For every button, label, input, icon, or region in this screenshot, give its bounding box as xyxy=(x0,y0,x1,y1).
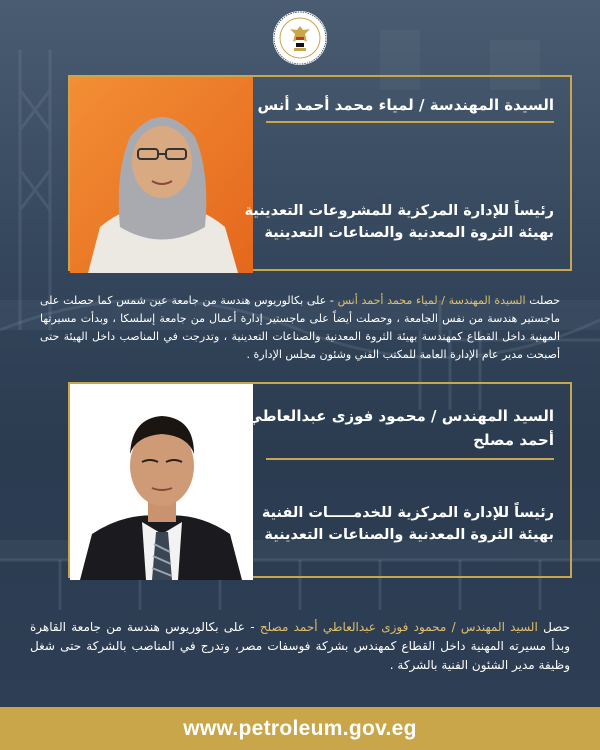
profile-bio-1 xyxy=(40,292,560,364)
bio-name-highlight: السيدة المهندسة / لمياء محمد أحمد أنس xyxy=(337,294,526,307)
egypt-eagle-emblem-icon xyxy=(272,10,328,66)
profile-role-line-2: بهيئة الثروة المعدنية والصناعات التعدينية xyxy=(264,225,554,241)
profile-card-2 xyxy=(68,382,572,578)
profile-bio-2 xyxy=(30,618,570,675)
bio-text: - على بكالوريوس هندسة من جامعة القاهرة وبدأ مسيرته المهنية داخل القطاع كمهندس بشركة فوسفات مصر، وتدرج في المناصب بالشركة حتى شغل وظيفة مدير الشئون الفنية بالشركة . xyxy=(30,620,570,672)
footer-bar xyxy=(0,707,600,750)
profile-role-line-1: رئيساً للإدارة المركزية للخدمـــــات الفنية xyxy=(261,505,554,521)
profile-name-line-2: أحمد مصلح xyxy=(473,431,554,449)
bio-prefix: حصلت xyxy=(525,294,561,307)
bio-text: - على بكالوريوس هندسة من جامعة عين شمس كما حصلت على ماجستير هندسة من نفس الجامعة ، وحصلت أيضاً على ماجستير إدارة أعمال من جامعة إسلسكا ، وبدأت مسيرتها المهنية داخل القطاع كمهندسة بهيئة الثروة المعدنية والصناعات التعدينية ، وتدرجت في المناصب داخل الهيئة حتى أصبحت مدير عام الإدارة العامة للمكتب الفني وشئون مجلس الإدارة . xyxy=(40,294,560,361)
profile-photo xyxy=(70,77,253,273)
website-link[interactable]: www.petroleum.gov.eg xyxy=(183,716,417,740)
profile-photo xyxy=(70,384,253,580)
title-underline xyxy=(266,458,554,460)
profile-card-1 xyxy=(68,75,572,271)
profile-role-line-2: بهيئة الثروة المعدنية والصناعات التعدينية xyxy=(264,527,554,543)
bio-prefix: حصل xyxy=(537,620,570,634)
bio-name-highlight: السيد المهندس / محمود فوزى عبدالعاطي أحمد مصلح xyxy=(259,620,538,634)
profile-role-line-1: رئيساً للإدارة المركزية للمشروعات التعدينية xyxy=(244,203,554,219)
ministry-logo xyxy=(272,10,328,66)
title-underline xyxy=(266,121,554,123)
profile-name-line-1: السيد المهندس / محمود فوزى عبدالعاطي xyxy=(247,407,554,425)
profile-name: السيدة المهندسة / لمياء محمد أحمد أنس xyxy=(257,96,554,114)
